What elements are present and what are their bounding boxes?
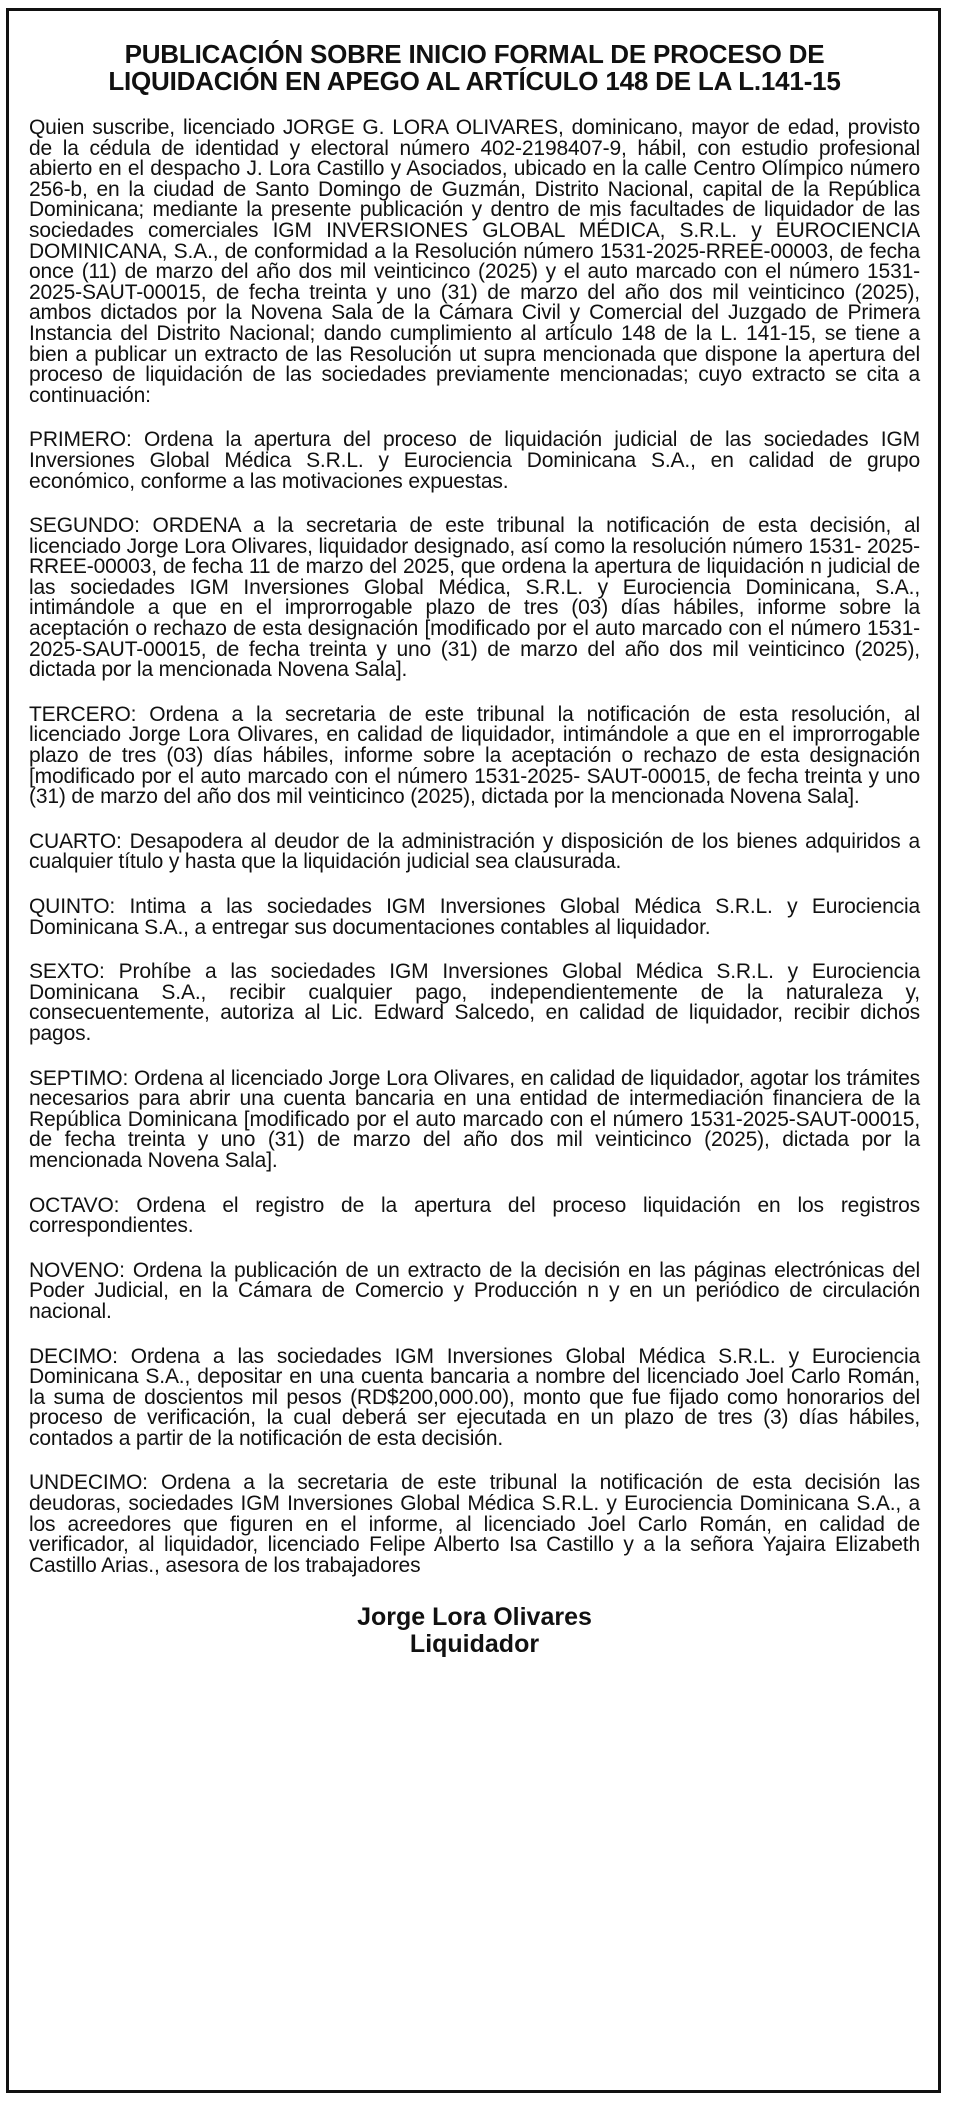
intro-paragraph: Quien suscribe, licenciado JORGE G. LORA OLIVARES, dominicano, mayor de edad, provisto de la cédula de identidad y electoral número 402-2198407-9, hábil, con estudio profesional abierto en el despacho J. Lora Castillo y Asociados, ubicado en la calle Centro Olímpico número 256-b, en la ciudad de Santo Domingo de Guzmán, Distrito Nacional, capital de la República Dominicana; mediante la presente publicación y dentro de mis facultades de liquidador de las sociedades comerciales IGM INVERSIONES GLOBAL MÉDICA, S.R.L. y EUROCIENCIA DOMINICANA, S.A., de conformidad a la Resolución número 1531-2025-RREE-00003, de fecha once (11) de marzo del año dos mil veinticinco (2025) y el auto marcado con el número 1531-2025-SAUT-00015, de fecha treinta y uno (31) de marzo del año dos mil veinticinco (2025), ambos dictados por la Novena Sala de la Cámara Civil y Comercial del Juzgado de Primera Instancia del Distrito Nacional; dando cumplimiento al artículo 148 de la L. 141-15, se tiene a bien a publicar un extracto de las Resolución ut supra mencionada que dispone la apertura del proceso de liquidación de las sociedades previamente mencionadas; cuyo extracto se cita a continuación:: [29, 116, 920, 407]
clause-octavo: OCTAVO: Ordena el registro de la apertura del proceso liquidación en los registros correspondientes.: [29, 1193, 920, 1238]
publication-notice: [6, 8, 941, 2093]
clause-cuarto: CUARTO: Desapodera al deudor de la administración y disposición de los bienes adquiridos a cualquier título y hasta que la liquidación judicial sea clausurada.: [29, 829, 920, 874]
clause-undecimo: UNDECIMO: Ordena a la secretaria de este tribunal la notificación de esta decisión las deudoras, sociedades IGM Inversiones Global Médica S.R.L. y Eurociencia Dominicana S.A., a los acreedores que figuren en el informe, al licenciado Joel Carlo Román, en calidad de verificador, al liquidador, licenciado Felipe Alberto Isa Castillo y a la señora Yajaira Elizabeth Castillo Arias., asesora de los trabajadores: [29, 1471, 920, 1577]
clause-noveno: NOVENO: Ordena la publicación de un extracto de la decisión en las páginas electrónicas del Poder Judicial, en la Cámara de Comercio y Producción n y en un periódico de circulación nacional.: [29, 1258, 920, 1323]
signature-block: [29, 1604, 920, 1658]
clause-sexto: SEXTO: Prohíbe a las sociedades IGM Inversiones Global Médica S.R.L. y Eurociencia Dominicana S.A., recibir cualquier pago, independientemente de la naturaleza y, consecuentemente, autoriza al Lic. Edward Salcedo, en calidad de liquidador, recibir dichos pagos.: [29, 960, 920, 1045]
clause-tercero: TERCERO: Ordena a la secretaria de este tribunal la notificación de esta resolución, al licenciado Jorge Lora Olivares, en calidad de liquidador, intimándole a que en el improrrogable plazo de tres (03) días hábiles, informe sobre la aceptación o rechazo de esta designación [modificado por el auto marcado con el número 1531-2025- SAUT-00015, de fecha treinta y uno (31) de marzo del año dos mil veinticinco (2025), dictada por la mencionada Novena Sala].: [29, 702, 920, 809]
title-line-1: PUBLICACIÓN SOBRE INICIO FORMAL DE PROCESO DE: [124, 39, 825, 69]
clause-decimo: DECIMO: Ordena a las sociedades IGM Inversiones Global Médica S.R.L. y Eurociencia Dominicana S.A., depositar en una cuenta bancaria a nombre del licenciado Joel Carlo Román, la suma de doscientos mil pesos (RD$200,000.00), monto que fue fijado como honorarios del proceso de verificación, la cual deberá ser ejecutada en un plazo de tres (3) días hábiles, contados a partir de la notificación de esta decisión.: [29, 1344, 920, 1450]
notice-title: [29, 41, 920, 95]
clause-primero: PRIMERO: Ordena la apertura del proceso de liquidación judicial de las sociedades IGM Inversiones Global Médica S.R.L. y Eurociencia Dominicana S.A., en calidad de grupo económico, conforme a las motivaciones expuestas.: [29, 428, 920, 493]
title-line-2: LIQUIDACIÓN EN APEGO AL ARTÍCULO 148 DE LA L.141-15: [108, 66, 841, 96]
signature-name: Jorge Lora Olivares: [357, 1603, 592, 1632]
clause-segundo: SEGUNDO: ORDENA a la secretaria de este tribunal la notificación de esta decisión, al licenciado Jorge Lora Olivares, liquidador designado, así como la resolución número 1531- 2025-RREE-00003, de fecha 11 de marzo del 2025, que ordena la apertura de liquidación n judicial de las sociedades IGM Inversiones Global Médica, S.R.L. y Eurociencia Dominicana, S.A., intimándole a que en el improrrogable plazo de tres (03) días hábiles, informe sobre la aceptación o rechazo de esta designación [modificado por el auto marcado con el número 1531-2025-SAUT-00015, de fecha treinta y uno (31) de marzo del año dos mil veinticinco (2025), dictada por la mencionada Novena Sala].: [29, 514, 920, 682]
clause-septimo: SEPTIMO: Ordena al licenciado Jorge Lora Olivares, en calidad de liquidador, agotar los trámites necesarios para abrir una cuenta bancaria en una entidad de intermediación financiera de la República Dominicana [modificado por el auto marcado con el número 1531-2025-SAUT-00015, de fecha treinta y uno (31) de marzo del año dos mil veinticinco (2025), dictada por la mencionada Novena Sala].: [29, 1066, 920, 1172]
signature-role: Liquidador: [409, 1630, 540, 1659]
clause-quinto: QUINTO: Intima a las sociedades IGM Inversiones Global Médica S.R.L. y Eurociencia Dominicana S.A., a entregar sus documentaciones contables al liquidador.: [29, 895, 920, 939]
